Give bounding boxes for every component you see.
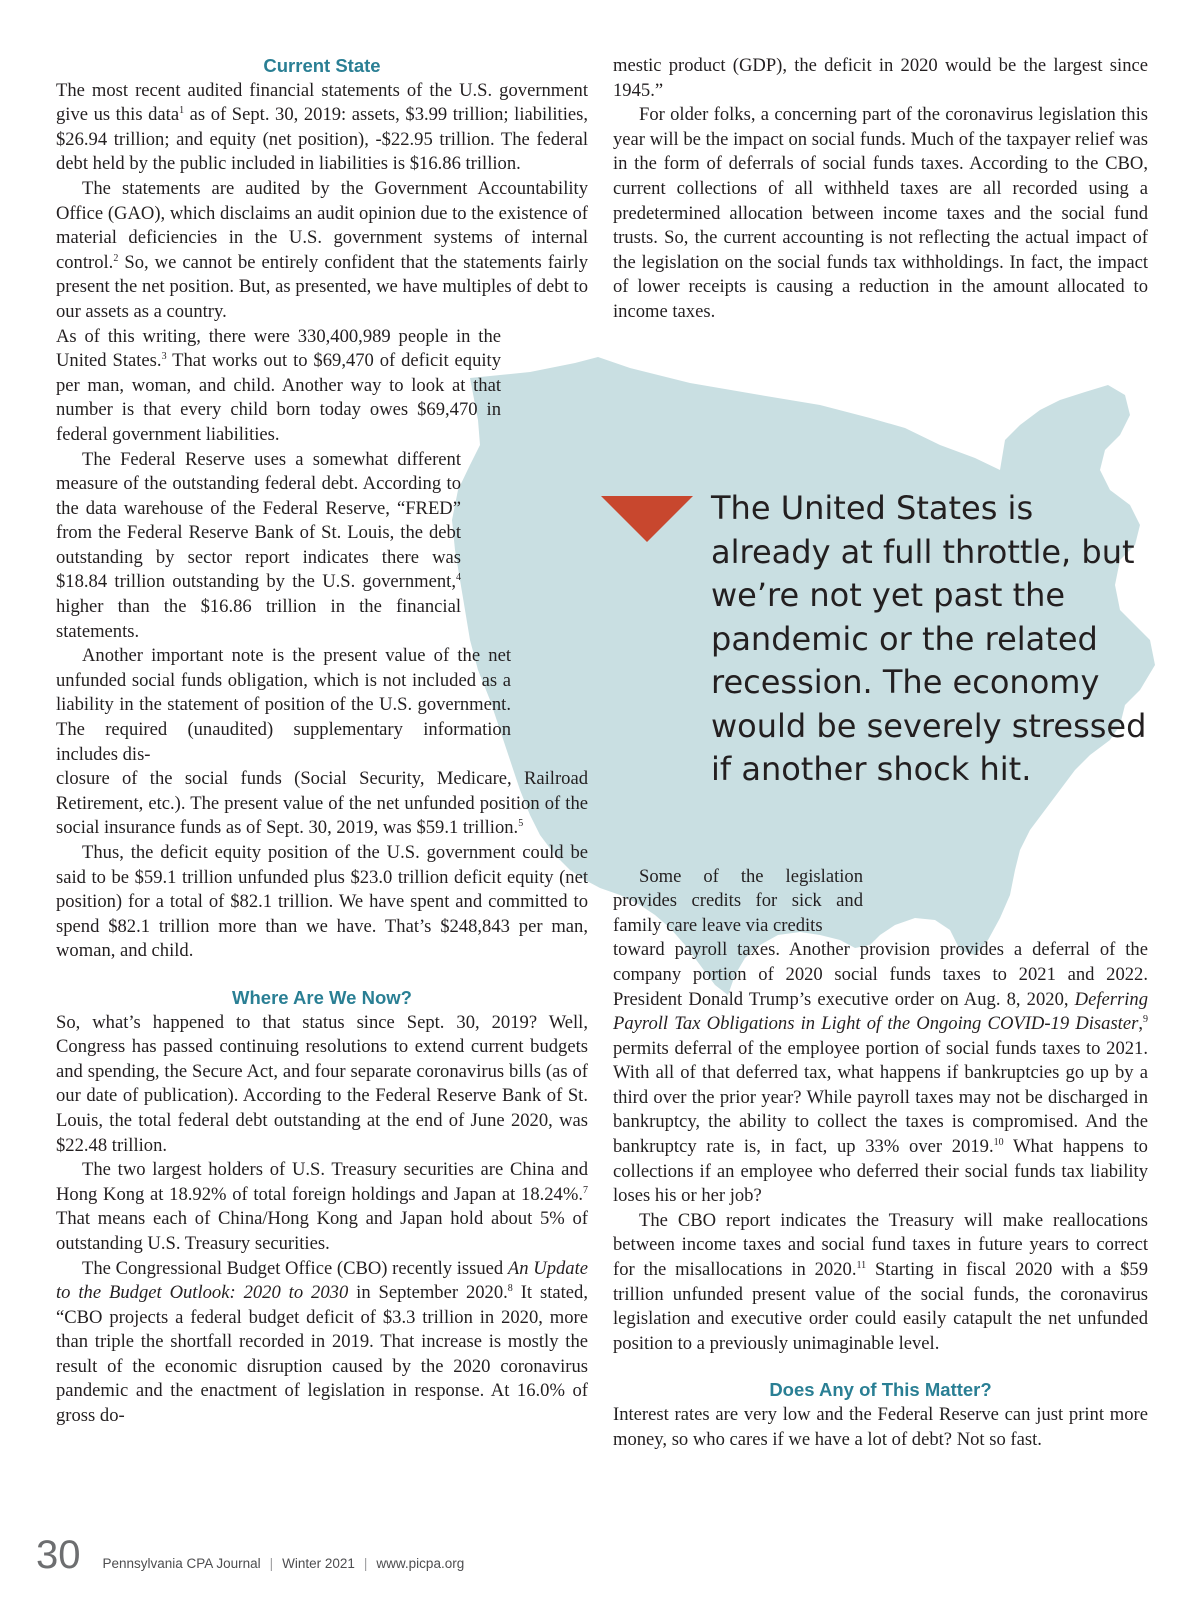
paragraph: The CBO report indicates the Treasury will make reallocations between income taxes and social fund taxes in future years to correct for the misallocations in 2020.11 Starting in fiscal 2020 with a $59 trillion unfunded present value of the social funds, the coronavirus legislation and executive order could easily catapult the net unfunded position to a previously unimaginable level. (613, 1209, 1148, 1354)
journal-name: Pennsylvania CPA Journal (102, 1556, 261, 1571)
footnote-ref[interactable]: 4 (456, 572, 461, 584)
heading-where-are-we-now: Where Are We Now? (232, 986, 412, 1008)
paragraph: toward payroll taxes. Another provision provides a deferral of the company portion of 2020 social funds taxes to 2021 and 2022. President Donald Trump’s executive order on Aug. 8, 2020, Deferring Payroll Tax Obligations in Light of the Ongoing COVID-19 Disaster,$^9$ permits deferral of the employee portion of social funds taxes to 2021. With all of that deferred tax, what happens if bankruptcies go up by a third over the prior year? While payroll taxes may not be discharged in bankruptcy, the ability to collect the taxes is compromised. And the bankruptcy rate is, in fact, up 33% over 2019.10 What happens to collections if an employee who deferred their social funds tax liability loses his or her job? (613, 939, 1148, 1207)
footnote-ref[interactable]: 3 (161, 350, 167, 362)
paragraph: The Congressional Budget Office (CBO) recently issued An Update to the Budget Outlook: 2020 to 2030 in September 2020.$^8$ It stated, “CBO projects a federal budget deficit of $3.3 trillion in 2020, more than triple the shortfall recorded in 2019. That increase is mostly the result of the economic disruption caused by the 2020 coronavirus pandemic and the enactment of legislation in response. At 16.0% of gross do- (56, 1257, 588, 1427)
paragraph: Thus, the deficit equity position of the U.S. government could be said to be $59.1 trillion unfunded plus $23.0 trillion deficit equity (net position) for a total of $82.1 trillion. We have spent and committed to spend $82.1 trillion more than we have. That’s $248,843 per man, woman, and child. (56, 842, 588, 962)
paragraph: Interest rates are very low and the Federal Reserve can just print more money, so who cares if we have a lot of debt? Not so fast. (613, 1404, 1148, 1450)
issue-date: Winter 2021 (282, 1556, 355, 1571)
footnote-ref[interactable]: 9 (1143, 1013, 1148, 1025)
paragraph: For older folks, a concerning part of the coronavirus legislation this year will be the impact on social funds. Much of the taxpayer relief was in the form of deferrals of social funds taxes. According to the CBO, current collections of all withheld taxes are all recorded using a predetermined allocation between income taxes and the social fund trusts. So, the current accounting is not reflecting the actual impact of the legislation on the social funds tax withholdings. In fact, the impact of lower receipts is causing a reduction in the amount allocated to income taxes. (613, 104, 1148, 322)
paragraph: The statements are audited by the Government Accountability Office (GAO), which disclaims an audit opinion due to the existence of material deficiencies in the U.S. government systems of internal control.$^2$ So, we cannot be entirely confident that the statements fairly present the net position. But, as presented, we have multiples of debt to our assets as a country. (56, 177, 588, 322)
footnote-ref[interactable]: 2 (113, 252, 119, 264)
paragraph: As of this writing, there were 330,400,989 people in the United States.$^3$ That works out to $69,470 of deficit equity per man, woman, and child. Another way to look at that number is that every child born today owes $69,470 in federal government liabilities. (56, 325, 501, 445)
executive-order-title: Deferring Payroll Tax Obligations in Light of the Ongoing COVID-19 Disaster (613, 988, 1148, 1035)
website-link[interactable]: www.picpa.org (376, 1556, 465, 1571)
page-footer (36, 1535, 464, 1575)
footer-separator: | (269, 1556, 274, 1571)
heading-does-any-matter: Does Any of This Matter? (769, 1379, 992, 1401)
left-column (56, 54, 588, 1429)
page-number: 30 (36, 1533, 81, 1577)
paragraph: The Federal Reserve uses a somewhat different measure of the outstanding federal debt. According to the data warehouse of the Federal Reserve, “FRED” from the Federal Reserve Bank of St. Louis, the debt outstanding by sector report indicates there was $18.84 trillion outstanding by the U.S. government,$^4$ higher than the $16.86 trillion in the financial statements. (56, 448, 461, 642)
footnote-ref[interactable]: 8 (507, 1282, 513, 1294)
paragraph: So, what’s happened to that status since Sept. 30, 2019? Well, Congress has passed continuing resolutions to extend current budgets and spending, the Secure Act, and four separate coronavirus bills (as of our date of publication). According to the Federal Reserve Bank of St. Louis, the total federal debt outstanding at the end of June 2020, was $22.48 trillion. (56, 1011, 588, 1156)
paragraph: The two largest holders of U.S. Treasury securities are China and Hong Kong at 18.92% of total foreign holdings and Japan at 18.24%.$^7$ That means each of China/Hong Kong and Japan hold about 5% of outstanding U.S. Treasury securities. (56, 1159, 588, 1254)
pull-quote: The United States is already at full throttle, but we’re not yet past the pandemic or the related recession. The economy would be severely stressed if another shock hit. (711, 489, 1147, 788)
paragraph: The most recent audited financial statements of the U.S. government give us this data$^1$ as of Sept. 30, 2019: assets, $3.99 trillion; liabilities, $26.94 trillion; and equity (net position), -$22.95 trillion. The federal debt held by the public included in liabilities is $16.86 trillion. (56, 79, 588, 175)
paragraph: Another important note is the present value of the net unfunded social funds obligation, which is not included as a liability in the statement of position of the U.S. government. The required (unaudited) supplementary information includes dis- (56, 645, 511, 765)
triangle-marker-icon (601, 496, 693, 542)
footnote-ref[interactable]: 11 (856, 1259, 867, 1271)
footnote-ref[interactable]: 7 (583, 1184, 588, 1196)
footnote-ref[interactable]: 1 (179, 105, 185, 116)
footnote-ref[interactable]: 10 (993, 1136, 1004, 1148)
paragraph: Some of the legislation provides credits for sick and family care leave via credits (613, 865, 863, 936)
paragraph: mestic product (GDP), the deficit in 2020 would be the largest since 1945.” (613, 55, 1148, 101)
paragraph: closure of the social funds (Social Security, Medicare, Railroad Retirement, etc.). The present value of the net unfunded position of the social insurance funds as of Sept. 30, 2019, was $59.1 trillion.$^5$ (56, 768, 588, 839)
cited-report-title: An Update to the Budget Outlook: 2020 to 2030 (56, 1257, 588, 1304)
footnote-ref[interactable]: 5 (518, 818, 524, 830)
heading-current-state: Current State (263, 55, 381, 76)
footer-separator: | (363, 1556, 368, 1571)
